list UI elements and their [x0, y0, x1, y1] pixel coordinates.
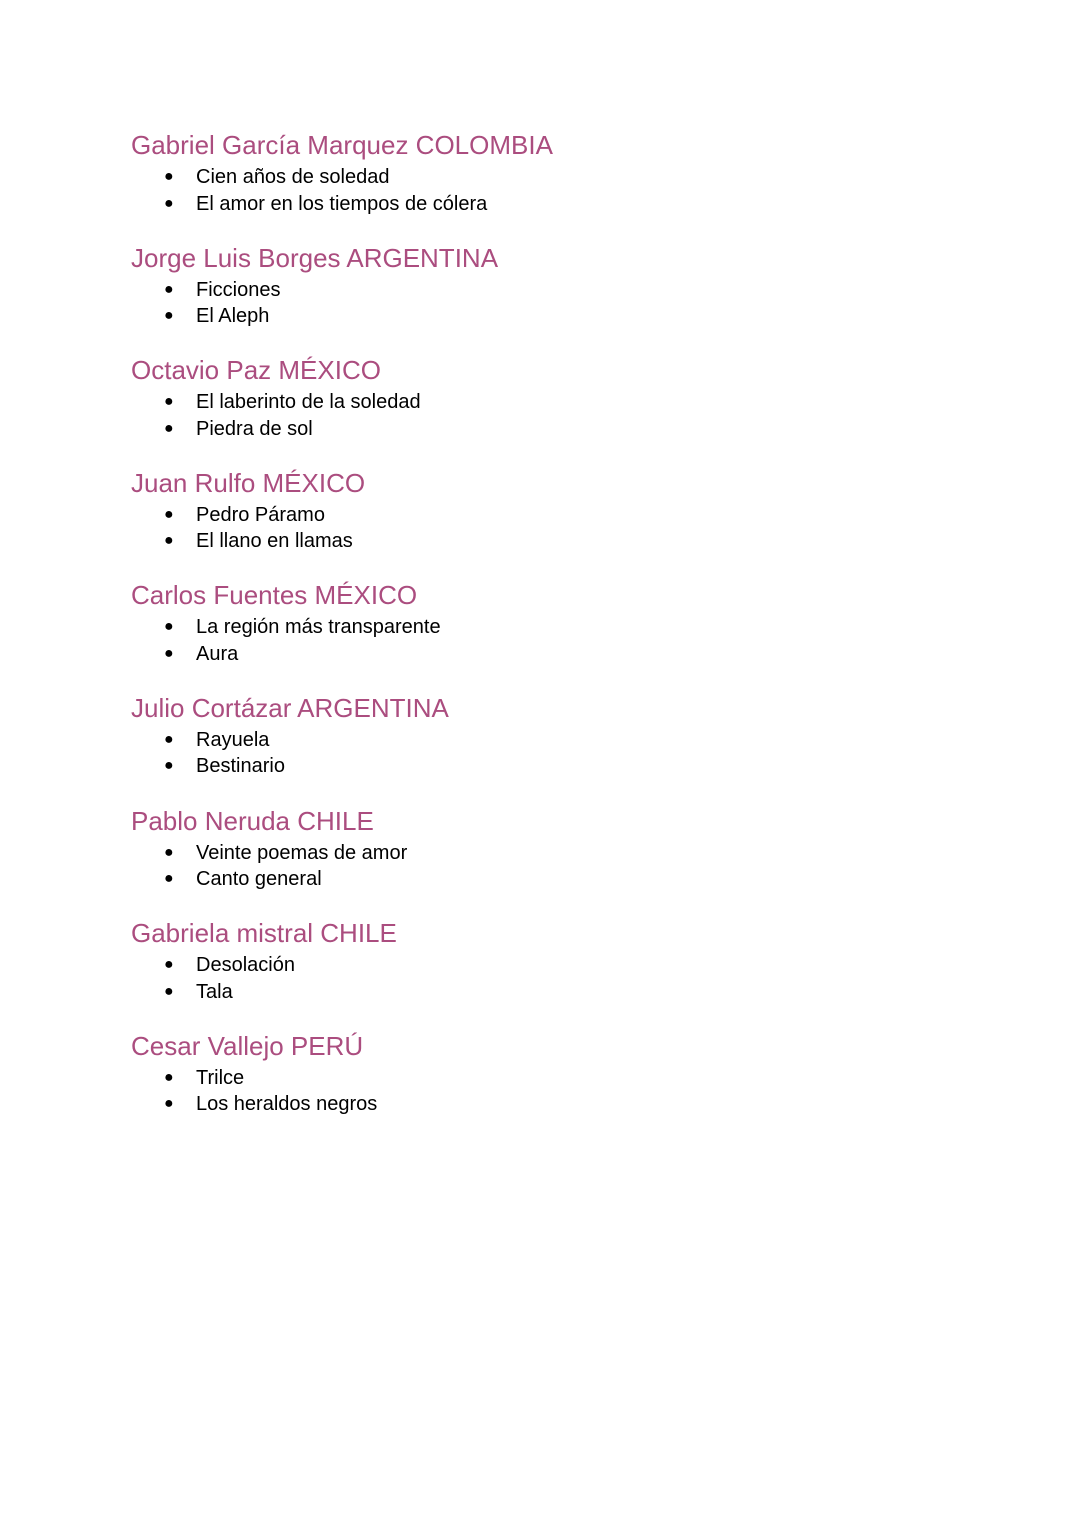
work-title: Tala [196, 980, 233, 1003]
bullet-icon: ● [164, 1095, 174, 1113]
bullet-icon: ● [164, 730, 174, 748]
work-item [131, 1065, 1031, 1092]
works-list [131, 277, 1031, 330]
bullet-icon: ● [164, 870, 174, 888]
work-item [131, 1091, 1031, 1118]
author-heading: Jorge Luis Borges ARGENTINA [131, 242, 499, 273]
work-item [131, 840, 1031, 867]
author-heading: Julio Cortázar ARGENTINA [131, 692, 449, 723]
bullet-icon: ● [164, 307, 174, 325]
bullet-icon: ● [164, 393, 174, 411]
work-title: Aura [196, 642, 239, 665]
works-list [131, 502, 1031, 555]
work-title: El llano en llamas [196, 530, 353, 553]
author-heading: Gabriela mistral CHILE [131, 918, 397, 949]
work-item [131, 528, 1031, 555]
author-section [131, 802, 1031, 915]
author-heading: Pablo Neruda CHILE [131, 805, 374, 836]
work-title: El laberinto de la soledad [196, 391, 421, 414]
work-item [131, 303, 1031, 330]
author-heading: Gabriel García Marquez COLOMBIA [131, 130, 553, 160]
work-title: Trilce [196, 1066, 245, 1089]
bullet-icon: ● [164, 280, 174, 298]
work-item [131, 502, 1031, 529]
work-title: Veinte poemas de amor [196, 841, 408, 864]
work-title: El Aleph [196, 305, 270, 328]
bullet-icon: ● [164, 168, 174, 185]
work-item [131, 641, 1031, 668]
works-list [131, 614, 1031, 667]
work-title: Bestinario [196, 755, 285, 778]
author-heading: Carlos Fuentes MÉXICO [131, 580, 418, 611]
work-item [131, 389, 1031, 416]
work-item [131, 727, 1031, 754]
author-heading: Cesar Vallejo PERÚ [131, 1030, 364, 1061]
document-page [131, 126, 1031, 1139]
work-title: Desolación [196, 954, 295, 977]
author-section [131, 126, 1031, 239]
bullet-icon: ● [164, 194, 174, 212]
bullet-icon: ● [164, 532, 174, 550]
author-section [131, 351, 1031, 464]
work-item [131, 164, 1031, 191]
work-title: Ficciones [196, 278, 281, 301]
work-title: El amor en los tiempos de cólera [196, 192, 488, 215]
author-section [131, 914, 1031, 1027]
works-list [131, 389, 1031, 442]
bullet-icon: ● [164, 956, 174, 974]
work-title: Pedro Páramo [196, 503, 325, 526]
bullet-icon: ● [164, 618, 174, 636]
bullet-icon: ● [164, 757, 174, 775]
work-title: Cien años de soledad [196, 166, 390, 188]
bullet-icon: ● [164, 1068, 174, 1086]
author-section [131, 239, 1031, 352]
work-item [131, 866, 1031, 893]
work-item [131, 277, 1031, 304]
works-list [131, 840, 1031, 893]
work-item [131, 416, 1031, 443]
work-title: Canto general [196, 868, 322, 891]
author-section [131, 1027, 1031, 1140]
work-item [131, 952, 1031, 979]
work-title: Piedra de sol [196, 417, 313, 440]
author-section [131, 689, 1031, 802]
work-title: Los heraldos negros [196, 1093, 378, 1116]
bullet-icon: ● [164, 843, 174, 861]
bullet-icon: ● [164, 419, 174, 437]
author-heading: Octavio Paz MÉXICO [131, 355, 381, 386]
author-heading: Juan Rulfo MÉXICO [131, 467, 366, 498]
work-title: La región más transparente [196, 616, 441, 639]
work-item [131, 753, 1031, 780]
author-section [131, 576, 1031, 689]
works-list [131, 727, 1031, 780]
bullet-icon: ● [164, 982, 174, 1000]
works-list [131, 952, 1031, 1005]
works-list [131, 164, 1031, 217]
work-item [131, 614, 1031, 641]
bullet-icon: ● [164, 644, 174, 662]
bullet-icon: ● [164, 505, 174, 523]
work-title: Rayuela [196, 728, 270, 751]
author-section [131, 464, 1031, 577]
work-item [131, 979, 1031, 1006]
works-list [131, 1065, 1031, 1118]
work-item [131, 191, 1031, 218]
